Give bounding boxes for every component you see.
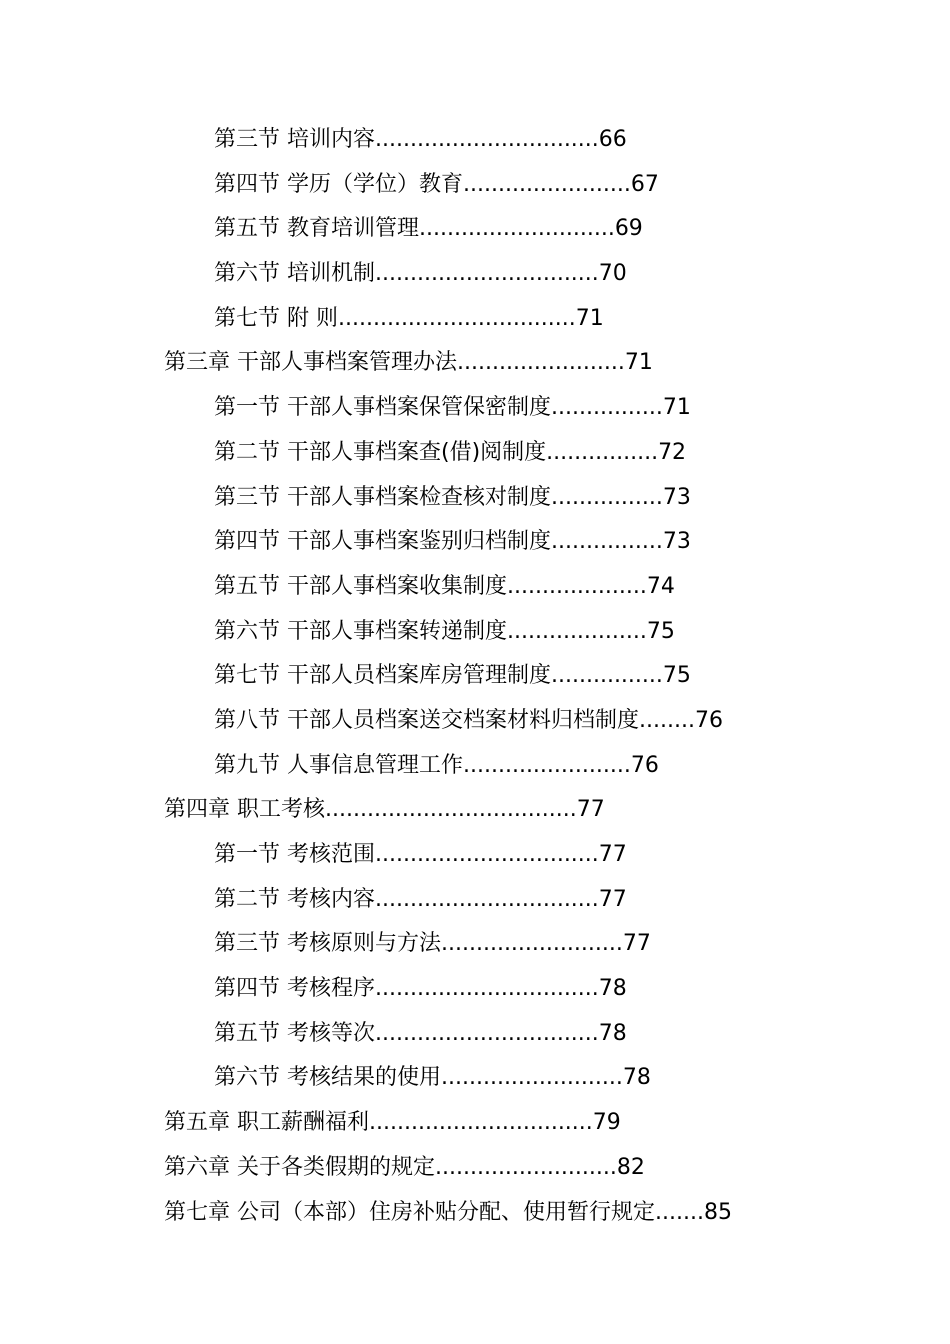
- toc-entry-title: 第七节 附 则: [214, 305, 338, 331]
- toc-entry-title: 第四节 学历（学位）教育: [214, 171, 463, 197]
- toc-dot-leader: ............................: [419, 216, 615, 242]
- toc-entry-title: 第四节 考核程序: [214, 976, 375, 1002]
- toc-section-entry: [0, 610, 950, 655]
- toc-section-entry: [0, 386, 950, 431]
- toc-entry-title: 第九节 人事信息管理工作: [214, 752, 463, 778]
- toc-page-number: 75: [662, 663, 691, 689]
- toc-section-entry: [0, 833, 950, 878]
- toc-entry-title: 第一节 考核范围: [214, 842, 375, 867]
- toc-section-entry: [0, 654, 950, 699]
- toc-dot-leader: ..........................: [441, 1065, 623, 1091]
- toc-dot-leader: ................................: [375, 127, 599, 152]
- toc-dot-leader: ........................: [457, 350, 625, 376]
- toc-entry-title: 第七节 干部人员档案库房管理制度: [214, 663, 551, 689]
- toc-dot-leader: ................: [551, 395, 663, 421]
- toc-entry-title: 第六章 关于各类假期的规定: [164, 1154, 435, 1180]
- toc-chapter-entry: [0, 1191, 950, 1236]
- toc-page-number: 77: [598, 886, 627, 912]
- toc-page-number: 78: [598, 976, 627, 1002]
- toc-entry-title: 第二节 考核内容: [214, 886, 375, 912]
- toc-page-number: 71: [662, 395, 691, 421]
- toc-page-number: 71: [624, 350, 653, 376]
- toc-entry-title: 第四节 干部人事档案鉴别归档制度: [214, 529, 551, 555]
- toc-chapter-entry: [0, 1101, 950, 1146]
- toc-dot-leader: .......: [655, 1199, 704, 1225]
- toc-entry-title: 第一节 干部人事档案保管保密制度: [214, 395, 551, 421]
- toc-entry-title: 第八节 干部人员档案送交档案材料归档制度: [214, 707, 639, 733]
- toc-section-entry: [0, 118, 950, 163]
- toc-page-number: 66: [598, 127, 627, 152]
- toc-page-number: 74: [646, 573, 675, 599]
- toc-dot-leader: ....................................: [325, 797, 577, 823]
- toc-page-number: 78: [622, 1065, 651, 1091]
- toc-page-number: 73: [662, 484, 691, 510]
- toc-dot-leader: ........................: [463, 752, 631, 778]
- toc-section-entry: [0, 297, 950, 342]
- toc-chapter-entry: [0, 788, 950, 833]
- toc-dot-leader: ....................: [507, 573, 647, 599]
- toc-section-entry: [0, 252, 950, 297]
- toc-page-number: 79: [592, 1110, 621, 1136]
- toc-page-number: 67: [630, 171, 659, 197]
- toc-dot-leader: ................: [551, 663, 663, 689]
- toc-dot-leader: ................................: [375, 976, 599, 1002]
- toc-entry-title: 第五章 职工薪酬福利: [164, 1110, 369, 1136]
- toc-chapter-entry: [0, 1146, 950, 1191]
- toc-section-entry: [0, 431, 950, 476]
- toc-section-entry: [0, 207, 950, 252]
- toc-section-entry: [0, 1012, 950, 1057]
- toc-page-number: 78: [598, 1020, 627, 1046]
- toc-dot-leader: ................: [546, 439, 659, 465]
- toc-page-number: 77: [576, 797, 605, 823]
- toc-entry-title: 第五节 干部人事档案收集制度: [214, 573, 507, 599]
- toc-dot-leader: ................................: [375, 886, 599, 912]
- toc-entry-title: 第五节 教育培训管理: [214, 216, 419, 242]
- toc-section-entry: [0, 699, 950, 744]
- toc-dot-leader: ....................: [507, 618, 647, 644]
- toc-entry-title: 第六节 培训机制: [214, 261, 375, 287]
- toc-section-entry: [0, 476, 950, 521]
- toc-section-entry: [0, 520, 950, 565]
- toc-page-number: 76: [694, 707, 723, 733]
- toc-entry-title: 第三章 干部人事档案管理办法: [164, 350, 457, 376]
- toc-section-entry: [0, 565, 950, 610]
- toc-page-number: 72: [658, 439, 687, 465]
- toc-section-entry: [0, 744, 950, 789]
- table-of-contents: [0, 118, 950, 1235]
- toc-entry-title: 第三节 培训内容: [214, 127, 375, 152]
- toc-page-number: 76: [630, 752, 659, 778]
- toc-entry-title: 第三节 考核原则与方法: [214, 931, 441, 957]
- toc-page-number: 85: [703, 1199, 732, 1225]
- toc-dot-leader: ................: [551, 484, 663, 510]
- toc-section-entry: [0, 967, 950, 1012]
- toc-dot-leader: ................................: [375, 261, 599, 287]
- toc-section-entry: [0, 163, 950, 208]
- toc-dot-leader: ..........................: [441, 931, 623, 957]
- toc-chapter-entry: [0, 341, 950, 386]
- toc-page-number: 71: [575, 305, 604, 331]
- toc-page-number: 70: [598, 261, 627, 287]
- toc-entry-title: 第四章 职工考核: [164, 797, 325, 823]
- toc-dot-leader: ..........................: [435, 1154, 617, 1180]
- toc-entry-title: 第六节 干部人事档案转递制度: [214, 618, 507, 644]
- toc-entry-title: 第三节 干部人事档案检查核对制度: [214, 484, 551, 510]
- toc-dot-leader: ........................: [463, 171, 631, 197]
- toc-section-entry: [0, 878, 950, 923]
- toc-entry-title: 第五节 考核等次: [214, 1020, 375, 1046]
- toc-dot-leader: ................................: [375, 1020, 599, 1046]
- toc-page-number: 73: [662, 529, 691, 555]
- toc-page-number: 77: [622, 931, 651, 957]
- toc-page-number: 82: [616, 1154, 645, 1180]
- toc-entry-title: 第二节 干部人事档案查(借)阅制度: [214, 439, 547, 465]
- toc-dot-leader: ..................................: [338, 305, 576, 331]
- toc-section-entry: [0, 1056, 950, 1101]
- toc-dot-leader: ................................: [369, 1110, 593, 1136]
- toc-entry-title: 第六节 考核结果的使用: [214, 1065, 441, 1091]
- toc-entry-title: 第七章 公司（本部）住房补贴分配、使用暂行规定: [164, 1199, 655, 1225]
- toc-page-number: 75: [646, 618, 675, 644]
- toc-page-number: 77: [598, 842, 627, 867]
- toc-dot-leader: ........: [639, 707, 695, 733]
- toc-page-number: 69: [614, 216, 643, 242]
- toc-section-entry: [0, 922, 950, 967]
- toc-dot-leader: ................................: [375, 842, 599, 867]
- toc-dot-leader: ................: [551, 529, 663, 555]
